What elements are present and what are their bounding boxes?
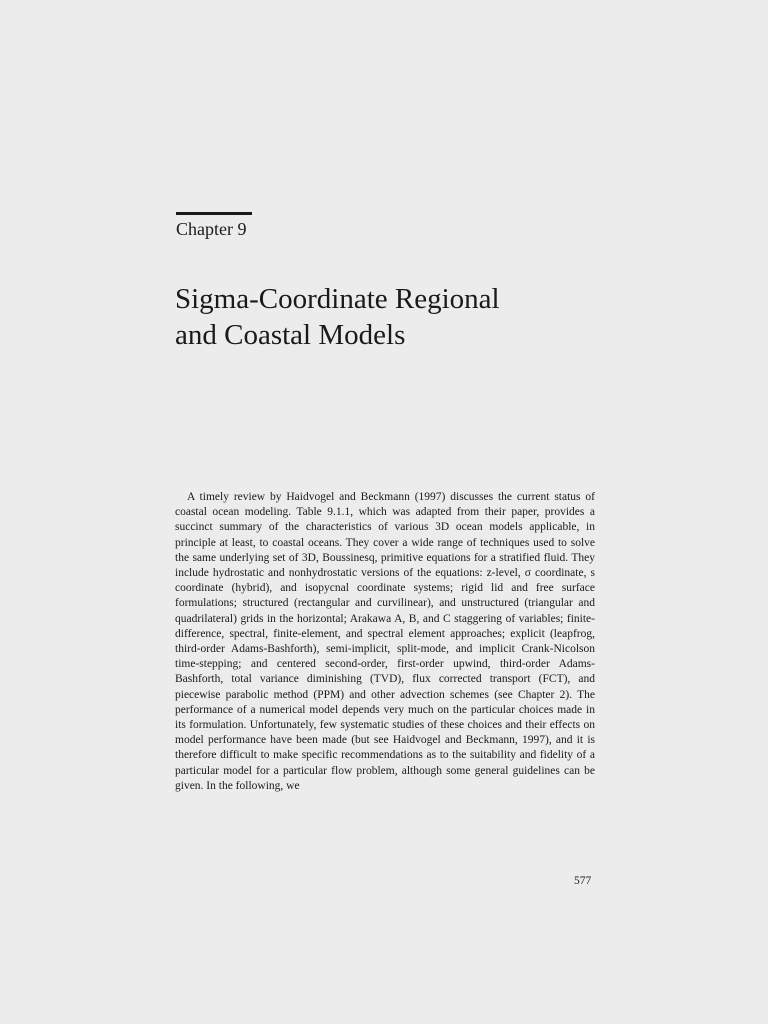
page-number: 577 xyxy=(574,875,592,887)
chapter-title-line-2: and Coastal Models xyxy=(175,319,406,351)
chapter-label: Chapter 9 xyxy=(176,219,247,239)
body-paragraph: A timely review by Haidvogel and Beckmann (1997) discusses the current status of coastal ocean modeling. Table 9.1.1, which was adapted from their paper, provides a succinct summary of the characteristics of various 3D ocean models applicable, in principle at least, to coastal oceans. They cover a wide range of techniques used to solve the same underlying set of 3D, Boussinesq, primitive equations for a stratified fluid. They include hydrostatic and nonhydrostatic versions of the equations: z-level, σ coordinate, s coordinate (hybrid), and isopycnal coordinate systems; rigid lid and free surface formulations; structured (rectangular and curvilinear), and unstructured (triangular and quadrilateral) grids in the horizontal; Arakawa A, B, and C staggering of variables; finite-difference, spectral, finite-element, and spectral element approaches; explicit (leapfrog, third-order Adams-Bashforth), semi-implicit, split-mode, and implicit Crank-Nicolson time-stepping; and centered second-order, first-order upwind, third-order Adams-Bashforth, total variance diminishing (TVD), flux corrected transport (FCT), and piecewise parabolic method (PPM) and other advection schemes (see Chapter 2). The performance of a numerical model depends very much on the particular choices made in its formulation. Unfortunately, few systematic studies of these choices and their effects on model performance have been made (but see Haidvogel and Beckmann, 1997), and it is therefore difficult to make specific recommendations as to the suitability and fidelity of a particular model for a particular flow problem, although some general guidelines can be given. In the following, we xyxy=(175,491,595,792)
chapter-title xyxy=(175,281,500,353)
chapter-rule xyxy=(176,212,252,215)
chapter-title-line-1: Sigma-Coordinate Regional xyxy=(175,283,500,315)
